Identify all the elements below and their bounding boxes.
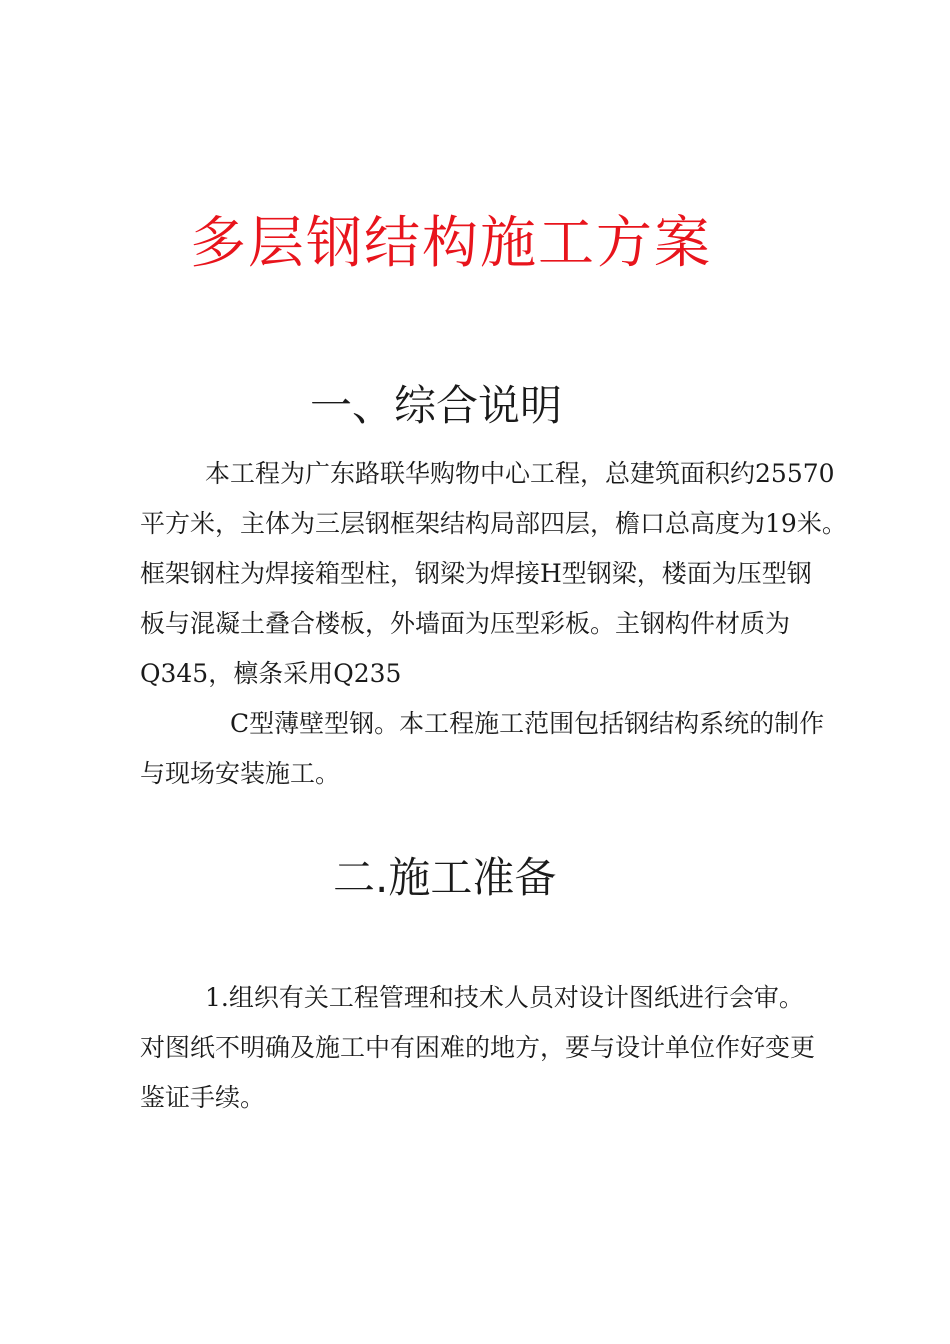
paragraph-line: 框架钢柱为焊接箱型柱，钢梁为焊接H型钢梁，楼面为压型钢: [140, 559, 812, 588]
paragraph-line: 板与混凝土叠合楼板，外墙面为压型彩板。主钢构件材质为: [140, 609, 791, 638]
paragraph-line: 1.组织有关工程管理和技术人员对设计图纸进行会审。: [205, 983, 804, 1012]
paragraph-line: Q345，檩条采用Q235: [140, 659, 402, 688]
section-heading-preparation: 二.施工准备: [333, 853, 557, 902]
section-heading-overview: 一、综合说明: [310, 381, 563, 430]
paragraph-line: 鉴证手续。: [140, 1083, 266, 1112]
paragraph-line: 平方米，主体为三层钢框架结构局部四层，檐口总高度为19米。: [140, 509, 847, 538]
paragraph-line: 对图纸不明确及施工中有困难的地方，要与设计单位作好变更: [140, 1033, 816, 1062]
document-title: 多层钢结构施工方案: [190, 211, 712, 276]
paragraph-line: C型薄壁型钢。本工程施工范围包括钢结构系统的制作: [230, 709, 825, 738]
paragraph-line: 与现场安装施工。: [140, 759, 341, 788]
paragraph-line: 本工程为广东路联华购物中心工程，总建筑面积约25570: [205, 459, 835, 488]
